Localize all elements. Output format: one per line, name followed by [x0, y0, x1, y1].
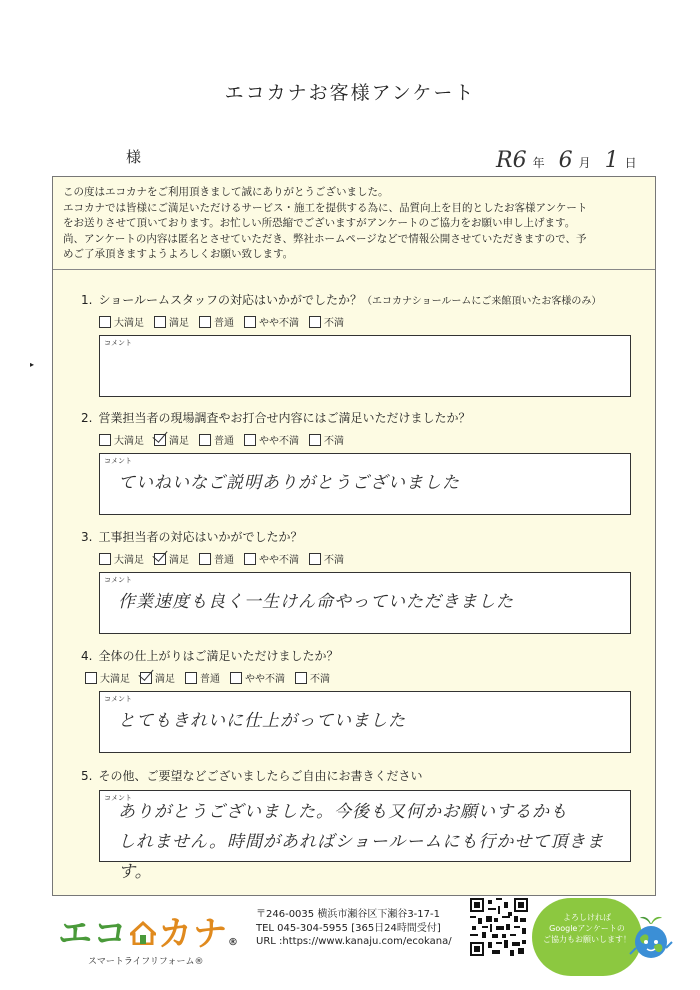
checkbox[interactable] [99, 316, 111, 328]
option-label: 普通 [214, 318, 234, 329]
address-line: TEL 045-304-5955 [365日24時間受付] [256, 922, 441, 934]
option-dissatisfied[interactable] [295, 670, 330, 685]
intro-line: この度はエコカナをご利用頂きまして誠にありがとうございました。 [63, 186, 389, 198]
comment-line: ありがとうございました。今後も又何かお願いするかも [118, 802, 568, 822]
checkbox[interactable] [309, 434, 321, 446]
option-somewhat-dissatisfied[interactable] [244, 432, 299, 447]
google-survey-bubble[interactable] [532, 898, 642, 976]
footer [0, 898, 700, 988]
checkbox[interactable] [295, 672, 307, 684]
option-somewhat-dissatisfied[interactable] [244, 314, 299, 329]
option-neutral[interactable] [199, 314, 234, 329]
checkbox[interactable] [199, 553, 211, 565]
intro-text [63, 185, 653, 263]
option-label: 満足 [169, 436, 189, 447]
date-day-unit: 日 [624, 156, 637, 170]
tagline: スマートライフリフォーム® [88, 957, 204, 967]
rating-options [99, 551, 649, 566]
comment-box[interactable] [99, 335, 631, 397]
checkbox[interactable] [244, 316, 256, 328]
comment-label: コメント [104, 794, 132, 802]
option-label: 大満足 [114, 555, 144, 566]
address-line: URL :https://www.kanaju.com/ecokana/ [256, 936, 452, 947]
intro-line: めご了承頂きますようよろしくお願い致します。 [63, 248, 294, 260]
checkbox[interactable] [230, 672, 242, 684]
option-label: 不満 [310, 674, 330, 685]
intro-line: 尚、アンケートの内容は匿名とさせていただき、弊社ホームページなどで情報公開させていただきますので、予 [63, 232, 587, 245]
bubble-text [532, 912, 642, 945]
checkbox[interactable] [244, 434, 256, 446]
bubble-line: Googleアンケートの [549, 924, 625, 933]
option-dissatisfied[interactable] [309, 551, 344, 566]
option-label: 大満足 [114, 436, 144, 447]
option-label: 不満 [324, 436, 344, 447]
intro-line: エコカナでは皆様にご満足いただけるサービス・施工を提供する為に、品質向上を目的としたお客様アンケート [63, 201, 588, 214]
comment-text: ていねいなご説明ありがとうございました [118, 473, 460, 493]
comment-label: コメント [104, 339, 132, 347]
option-label: 普通 [214, 555, 234, 566]
date-day: 1 [604, 148, 619, 173]
option-very-satisfied[interactable] [99, 314, 144, 329]
option-very-satisfied[interactable] [99, 551, 144, 566]
option-dissatisfied[interactable] [309, 314, 344, 329]
option-label: 普通 [214, 436, 234, 447]
checkbox-checked[interactable] [154, 434, 166, 446]
check-mark-icon [138, 665, 153, 681]
question-note: （エコカナショールームにご来館頂いたお客様のみ） [361, 296, 602, 307]
option-label: やや不満 [259, 436, 299, 447]
comment-label: コメント [104, 576, 132, 584]
option-neutral[interactable] [199, 432, 234, 447]
contact-address [256, 908, 452, 949]
logo-registered: ® [228, 937, 239, 948]
option-label: やや不満 [259, 318, 299, 329]
check-mark-icon [152, 427, 167, 443]
question-text: ショールームスタッフの対応はいかがでしたか？ [98, 293, 362, 307]
logo-text-kana: カナ [158, 914, 228, 954]
rating-options [99, 432, 649, 447]
qr-code-icon[interactable] [470, 898, 528, 956]
option-somewhat-dissatisfied[interactable] [230, 670, 285, 685]
check-mark-icon [152, 546, 167, 562]
option-satisfied[interactable] [154, 432, 189, 447]
comment-box[interactable] [99, 691, 631, 753]
date-era: R6 [496, 148, 527, 173]
comment-box[interactable] [99, 572, 631, 634]
question-number: 2. [81, 411, 93, 425]
checkbox[interactable] [199, 434, 211, 446]
comment-line: しれません。時間があればショールームにも行かせて頂きます。 [118, 832, 605, 882]
comment-box[interactable] [99, 453, 631, 515]
comment-box[interactable] [99, 790, 631, 882]
option-label: 不満 [324, 318, 344, 329]
option-satisfied[interactable] [154, 551, 189, 566]
logo-text-eco: エコ [58, 914, 128, 954]
checkbox[interactable] [99, 434, 111, 446]
option-label: 満足 [155, 674, 175, 685]
option-label: 大満足 [100, 674, 130, 685]
option-satisfied[interactable] [154, 314, 189, 329]
checkbox[interactable] [199, 316, 211, 328]
checkbox-checked[interactable] [140, 672, 152, 684]
question-4 [79, 647, 649, 753]
checkbox[interactable] [154, 316, 166, 328]
question-number: 4. [81, 649, 93, 663]
option-label: やや不満 [259, 555, 299, 566]
survey-title: エコカナお客様アンケート [224, 82, 476, 104]
option-dissatisfied[interactable] [309, 432, 344, 447]
question-number: 5. [81, 769, 93, 783]
option-label: 満足 [169, 318, 189, 329]
side-mark: ▸ [30, 360, 35, 369]
checkbox[interactable] [99, 553, 111, 565]
bubble-line: よろしければ [563, 913, 611, 922]
checkbox-checked[interactable] [154, 553, 166, 565]
date-month: 6 [558, 148, 573, 173]
question-number: 3. [81, 530, 93, 544]
date-month-unit: 月 [578, 156, 591, 170]
option-somewhat-dissatisfied[interactable] [244, 551, 299, 566]
option-satisfied[interactable] [140, 670, 175, 685]
option-label: 満足 [169, 555, 189, 566]
survey-form [52, 176, 656, 896]
question-text: 全体の仕上がりはご満足いただけましたか？ [98, 649, 339, 663]
option-neutral[interactable] [185, 670, 220, 685]
comment-text: 作業速度も良く一生けん命やっていただきました [118, 592, 514, 612]
option-neutral[interactable] [199, 551, 234, 566]
checkbox[interactable] [309, 316, 321, 328]
rating-options [99, 314, 649, 329]
address-line: 〒246-0035 横浜市瀬谷区下瀬谷3-17-1 [256, 909, 440, 920]
option-label: 大満足 [114, 318, 144, 329]
checkbox[interactable] [85, 672, 97, 684]
checkbox[interactable] [244, 553, 256, 565]
question-text: その他、ご要望などございましたらご自由にお書きください [98, 769, 423, 783]
question-1 [79, 291, 649, 397]
checkbox[interactable] [309, 553, 321, 565]
intro-line: をお送りさせて頂いております。お忙しい所恐縮でございますがアンケートのご協力をお願い申し上げます。 [63, 217, 576, 229]
house-icon [130, 914, 156, 936]
question-2 [79, 409, 649, 515]
bubble-line: ご協力もお願いします！ [543, 935, 631, 944]
divider [53, 269, 655, 270]
option-very-satisfied[interactable] [99, 432, 144, 447]
question-3 [79, 528, 649, 634]
date-year-unit: 年 [532, 156, 545, 170]
globe-mascot-icon [628, 912, 674, 966]
ecokana-logo [58, 906, 239, 955]
rating-options [85, 670, 649, 685]
option-label: 普通 [200, 674, 220, 685]
salutation: 様 [126, 148, 142, 166]
question-5 [79, 767, 649, 882]
comment-label: コメント [104, 457, 132, 465]
question-text: 工事担当者の対応はいかがでしたか？ [98, 530, 303, 544]
option-label: 不満 [324, 555, 344, 566]
checkbox[interactable] [185, 672, 197, 684]
option-very-satisfied[interactable] [85, 670, 130, 685]
comment-label: コメント [104, 695, 132, 703]
comment-text [118, 797, 618, 887]
date [496, 148, 651, 173]
option-label: やや不満 [245, 674, 285, 685]
question-number: 1. [81, 293, 93, 307]
comment-text: とてもきれいに仕上がっていました [118, 711, 406, 731]
question-text: 営業担当者の現場調査やお打合せ内容にはご満足いただけましたか？ [98, 411, 471, 425]
